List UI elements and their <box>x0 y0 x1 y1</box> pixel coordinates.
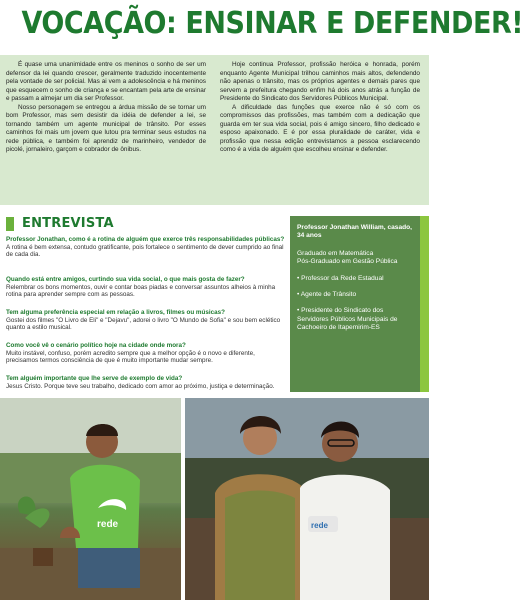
answer: Relembrar os bons momentos, ouvir e contar boas piadas e conversar assuntos alheios à minha rotina para aprender sempre com as pessoas. <box>6 283 276 299</box>
intro-column-right <box>220 61 420 155</box>
photo-planting-tree <box>0 398 181 600</box>
intro-box <box>0 55 429 205</box>
question: Tem alguma preferência especial em relação a livros, filmes ou músicas? <box>6 309 225 316</box>
answer: Muito instável, confuso, porém acredito sempre que a melhor opção é o novo e diferente, precisamos termos consciência de que é muito importante mudar sempre. <box>6 349 255 365</box>
question: Tem alguém importante que lhe serve de exemplo de vida? <box>6 375 183 382</box>
page-title: VOCAÇÃO: ENSINAR E DEFENDER! <box>21 6 523 41</box>
badge-text: rede <box>311 521 328 530</box>
qa-item <box>6 236 288 259</box>
photo-two-people <box>185 398 429 600</box>
question: Quando está entre amigos, curtindo sua vida social, o que mais gosta de fazer? <box>6 276 245 283</box>
question: Professor Jonathan, como é a rotina de alguém que exerce três responsabilidades públicas? <box>6 236 285 243</box>
intro-column-left <box>6 61 206 155</box>
qa-item <box>6 309 288 332</box>
answer: Jesus Cristo. Porque teve seu trabalho, dedicado com amor ao próximo, justiça e determinação. <box>6 382 275 390</box>
intro-paragraph: A dificuldade das funções que exerce não é só com os compromissos das profissões, mas também com a dedicação que guarda em ter sua vida social, pois é amigo sincero, filho dedicado e esposo apaixonado. E é por essa pluralidade de caráter, vida e profissão que nessa edição entrevistamos a pessoa esclarecendo como é a vida de alguém que escolheu ensinar e defender. <box>220 103 420 153</box>
shirt-logo-text: rede <box>97 519 119 530</box>
intro-paragraph: Hoje continua Professor, profissão heróica e honrada, porém enquanto Agente Municipal trilhou caminhos mais altos, defendendo não apenas o trânsito, mas os próprios agentes e demais pares que servem a prefeitura chegando enfim há dois anos atrás a função de Presidente do Sindicato dos Servidores Públicos Municipal. <box>220 61 420 102</box>
profile-item: • Agente de Trânsito <box>297 291 357 299</box>
profile-box <box>290 216 420 392</box>
profile-item: Graduado em Matemática Pós-Graduado em Gestão Pública <box>297 249 398 266</box>
interview-heading: ENTREVISTA <box>22 216 114 231</box>
answer: Gostei dos filmes "O Livro de Eli" e "Dejavu", adorei o livro "O Mundo de Sofia" e sou bem eclético quanto a estilo musical. <box>6 316 281 332</box>
qa-item <box>6 342 288 365</box>
section-marker <box>6 217 14 231</box>
qa-item <box>6 276 288 299</box>
intro-paragraph: Nosso personagem se entregou a árdua missão de se tornar um bom Professor, mas sem desistir da idéia de defender a lei, se tornando também um agente municipal de trânsito. Por esses caminhos foi mais um jovem que lutou pra terminar seus estudos na rede pública, e também foi aprendiz de marinheiro, vendedor de picolé, jornaleiro, garçom e cobrador de ônibus. <box>6 103 206 153</box>
profile-accent-strip <box>420 216 429 392</box>
profile-header: Professor Jonathan William, casado, 34 anos <box>297 224 412 240</box>
profile-item: • Presidente do Sindicato dos Servidores Públicos Municipais de Cachoeiro de Itapemirim-ES <box>297 307 398 332</box>
photo-illustration <box>0 398 181 600</box>
profile-item: • Professor da Rede Estadual <box>297 274 384 282</box>
intro-paragraph: É quase uma unanimidade entre os meninos o sonho de ser um defensor da lei quando crescer, geralmente traduzido inocentemente pela vontade de ser policial. Mas ai vem a adolescência e há meninos que esquecem o sonho de criança e se encantam pela arte de ensinar e passam a almejar um dia ser Professor. <box>6 61 206 102</box>
photo-illustration <box>185 398 429 600</box>
question: Como você vê o cenário político hoje na cidade onde mora? <box>6 342 186 349</box>
qa-item <box>6 375 288 390</box>
answer: A rotina é bem extensa, contudo gratificante, pois fortalece o sentimento de dever cumprido ao final de cada dia. <box>6 243 284 259</box>
